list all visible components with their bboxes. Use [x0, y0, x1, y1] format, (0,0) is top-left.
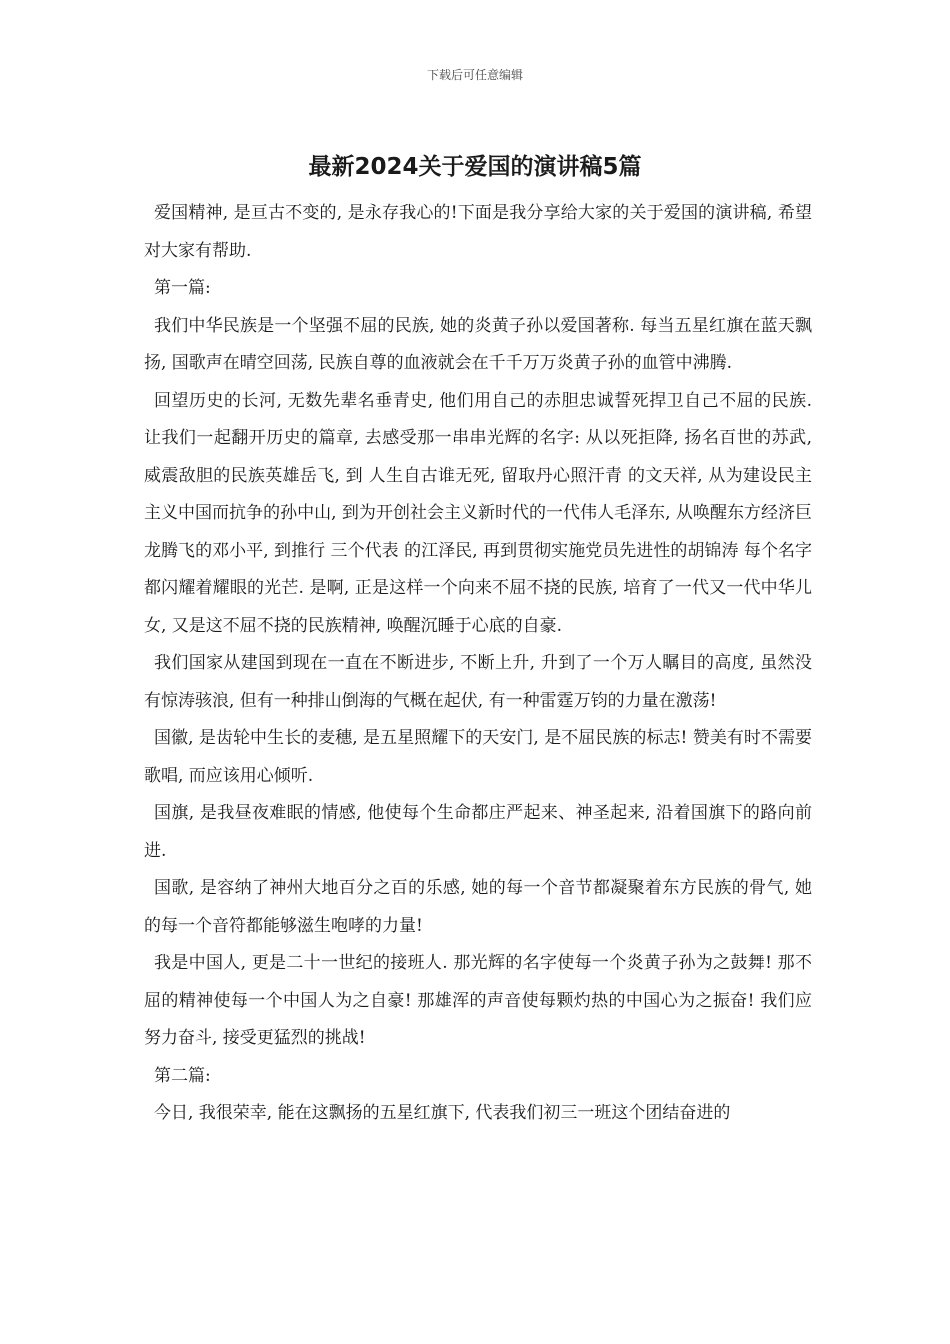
paragraph: 我是中国人, 更是二十一世纪的接班人. 那光辉的名字使每一个炎黄子孙为之鼓舞! 那不屈的精神使每一个中国人为之自豪! 那雄浑的声音使每颗灼热的中国心为之振奋! 我们应努力奋斗, 接受更猛烈的挑战!	[144, 953, 812, 1048]
paragraph: 回望历史的长河, 无数先辈名垂青史, 他们用自己的赤胆忠诚誓死捍卫自己不屈的民族. 让我们一起翻开历史的篇章, 去感受那一串串光辉的名字: 从以死拒降, 扬名百世的苏武, 威震敌胆的民族英雄岳飞, 到 人生自古谁无死, 留取丹心照汗青 的文天祥, 从为建设民主主义中国而抗争的孙中山, 到为开创社会主义新时代的一代伟人毛泽东, 从唤醒东方经济巨龙腾飞的邓小平, 到推行 三个代表 的江泽民, 再到贯彻实施党员先进性的胡锦涛 每个名字都闪耀着耀眼的光芒. 是啊, 正是这样一个向来不屈不挠的民族, 培育了一代又一代中华儿女, 又是这不屈不挠的民族精神, 唤醒沉睡于心底的自豪.	[144, 390, 812, 636]
paragraph: 我们国家从建国到现在一直在不断进步, 不断上升, 升到了一个万人瞩目的高度, 虽然没有惊涛骇浪, 但有一种排山倒海的气概在起伏, 有一种雷霆万钧的力量在激荡!	[144, 653, 812, 711]
paragraph-intro: 爱国精神, 是亘古不变的, 是永存我心的!下面是我分享给大家的关于爱国的演讲稿, 希望对大家有帮助.	[144, 203, 812, 261]
paragraph: 我们中华民族是一个坚强不屈的民族, 她的炎黄子孙以爱国著称. 每当五星红旗在蓝天飘扬, 国歌声在晴空回荡, 民族自尊的血液就会在千千万万炎黄子孙的血管中沸腾.	[144, 315, 812, 373]
section-heading-2: 第二篇:	[154, 1065, 211, 1086]
document-body	[144, 195, 812, 1133]
paragraph: 今日, 我很荣幸, 能在这飘扬的五星红旗下, 代表我们初三一班这个团结奋进的	[154, 1103, 731, 1123]
paragraph: 国歌, 是容纳了神州大地百分之百的乐感, 她的每一个音节都凝聚着东方民族的骨气, 她的每一个音符都能够滋生咆哮的力量!	[144, 878, 812, 936]
section-heading-1: 第一篇:	[154, 278, 211, 298]
paragraph: 国徽, 是齿轮中生长的麦穗, 是五星照耀下的天安门, 是不屈民族的标志! 赞美有时不需要歌唱, 而应该用心倾听.	[144, 728, 812, 786]
header-note: 下载后可任意编辑	[426, 68, 523, 82]
document-title: 最新2024关于爱国的演讲稿5篇	[308, 154, 642, 180]
paragraph: 国旗, 是我昼夜难眠的情感, 他使每个生命都庄严起来、神圣起来, 沿着国旗下的路向前进.	[144, 803, 812, 861]
